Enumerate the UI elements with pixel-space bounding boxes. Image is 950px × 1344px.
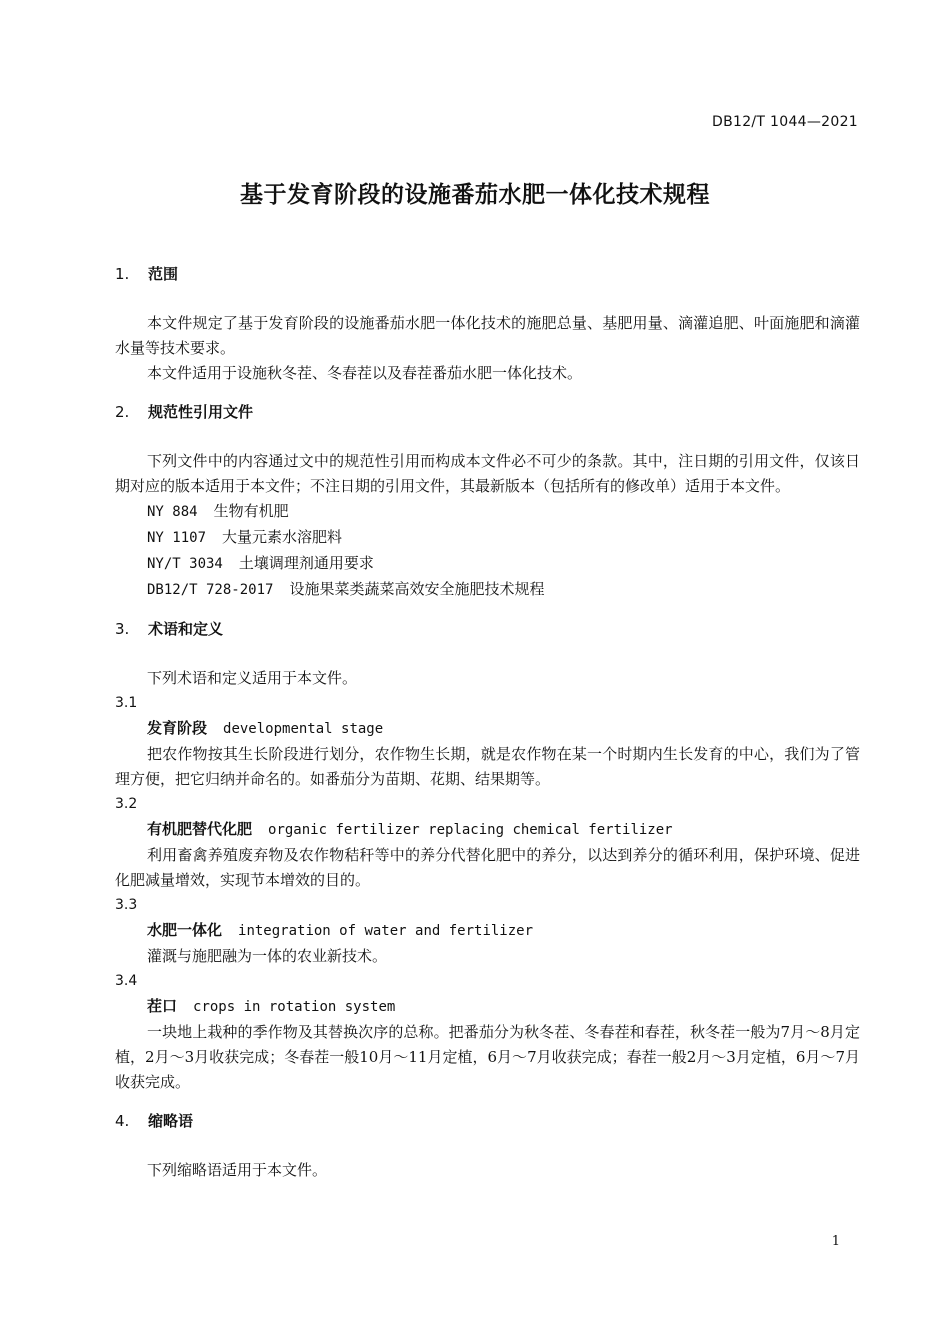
reference-item [115,525,860,551]
term-entry [115,716,860,742]
term-chinese: 有机肥替代化肥 [147,820,253,838]
reference-name: 土壤调理剂通用要求 [238,554,374,572]
section-body-scope [115,311,860,386]
paragraph: 下列文件中的内容通过文中的规范性引用而构成本文件必不可少的条款。其中，注日期的引用文件，仅该日期对应的版本适用于本文件；不注日期的引用文件，其最新版本（包括所有的修改单）适用于本文件。 [115,452,860,495]
term-definition: 利用畜禽养殖废弃物及农作物秸秆等中的养分代替化肥中的养分，以达到养分的循环利用，保护环境、促进化肥减量增效，实现节本增效的目的。 [115,846,860,889]
section-body-terms [115,666,860,1095]
reference-name: 大量元素水溶肥料 [222,528,343,546]
section-number: 1. [115,265,130,283]
section-heading-abbreviations [115,1109,860,1134]
section-heading-terms [115,617,860,642]
term-english: crops in rotation system [193,999,396,1015]
paragraph: 下列缩略语适用于本文件。 [147,1161,328,1179]
reference-item [115,577,860,603]
paragraph: 本文件适用于设施秋冬茬、冬春茬以及春茬番茄水肥一体化技术。 [147,364,583,382]
term-number: 3.1 [115,695,138,711]
term-english: developmental stage [223,721,384,737]
term-chinese: 发育阶段 [147,719,208,737]
term-number: 3.2 [115,796,138,812]
term-entry [115,918,860,944]
reference-item [115,499,860,525]
term-definition: 一块地上栽种的季作物及其替换次序的总称。把番茄分为秋冬茬、冬春茬和春茬，秋冬茬一般为7月～8月定植，2月～3月收获完成；冬春茬一般10月～11月定植，6月～7月收获完成；春茬一般2月～3月定植，6月～7月收获完成。 [115,1023,860,1091]
reference-code: NY 1107 [147,530,207,546]
section-title: 范围 [148,265,179,283]
term-chinese: 茬口 [147,997,178,1015]
reference-code: DB12/T 728-2017 [147,582,274,598]
term-definition: 把农作物按其生长阶段进行划分，农作物生长期，就是农作物在某一个时期内生长发育的中心，我们为了管理方便，把它归纳并命名的。如番茄分为苗期、花期、结果期等。 [115,745,860,788]
section-heading-references [115,400,860,425]
section-body-abbreviations [115,1158,860,1183]
reference-code: NY 884 [147,504,198,520]
paragraph: 下列术语和定义适用于本文件。 [147,669,358,687]
reference-code: NY/T 3034 [147,556,223,572]
term-chinese: 水肥一体化 [147,921,223,939]
term-entry [115,817,860,843]
document-code: DB12/T 1044—2021 [712,114,858,130]
paragraph: 本文件规定了基于发育阶段的设施番茄水肥一体化技术的施肥总量、基肥用量、滴灌追肥、叶面施肥和滴灌水量等技术要求。 [115,314,860,357]
term-definition: 灌溉与施肥融为一体的农业新技术。 [147,947,388,965]
page-number: 1 [831,1234,840,1249]
section-title: 规范性引用文件 [148,403,254,421]
reference-name: 生物有机肥 [213,502,289,520]
term-english: integration of water and fertilizer [238,923,534,939]
page-title: 基于发育阶段的设施番茄水肥一体化技术规程 [240,182,710,208]
reference-item [115,551,860,577]
section-heading-scope [115,262,860,287]
section-title: 术语和定义 [148,620,224,638]
section-body-references [115,449,860,603]
term-number: 3.4 [115,973,138,989]
document-body [115,262,860,1183]
term-english: organic fertilizer replacing chemical fertilizer [268,822,673,838]
section-number: 2. [115,403,130,421]
term-number: 3.3 [115,897,138,913]
section-number: 3. [115,620,130,638]
section-number: 4. [115,1112,130,1130]
section-title: 缩略语 [148,1112,194,1130]
term-entry [115,994,860,1020]
reference-name: 设施果菜类蔬菜高效安全施肥技术规程 [289,580,545,598]
